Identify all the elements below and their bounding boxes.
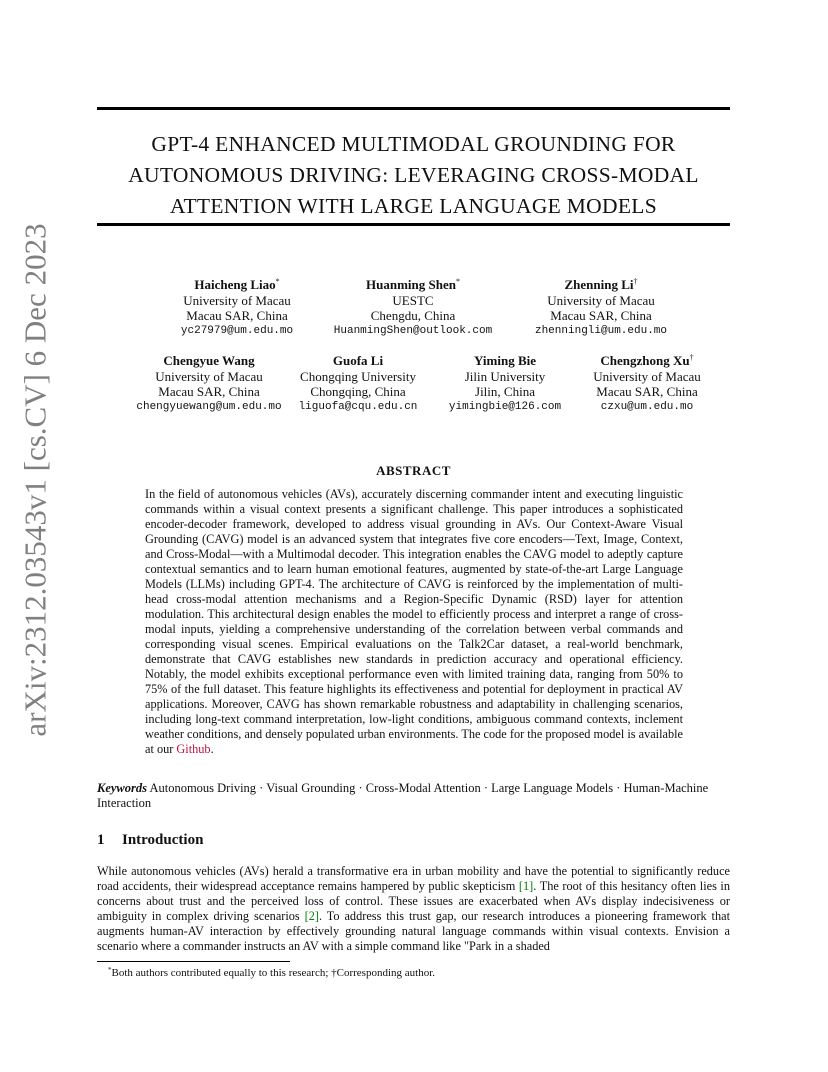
keywords-label: Keywords (97, 781, 147, 795)
intro-paragraph (97, 864, 730, 954)
intro-text-2: . The root of this hesitancy often lies in concerns about trust and the perceived loss of control. These issues are exacerbated when AVs display indecisiveness or ambiguity in complex driving scenarios (97, 879, 730, 923)
arxiv-sidebar-stamp (16, 223, 56, 737)
author-block (440, 350, 570, 415)
author-location: Jilin, China (475, 384, 535, 399)
author-email[interactable]: yc27979@um.edu.mo (180, 324, 294, 337)
author-affiliation: UESTC (392, 292, 434, 308)
author-name: Guofa Li (332, 353, 384, 368)
author-location: Macau SAR, China (158, 384, 260, 399)
footnote-rule (97, 961, 290, 962)
author-email[interactable]: HuanmingShen@outlook.com (333, 324, 493, 337)
author-location: Macau SAR, China (596, 384, 698, 399)
author-email[interactable]: chengyuewang@um.edu.mo (136, 400, 282, 413)
section-title: Introduction (122, 832, 204, 848)
title-rule-bottom (97, 223, 730, 226)
author-email[interactable]: zhenningli@um.edu.mo (534, 324, 668, 337)
github-link[interactable]: Github (176, 742, 211, 756)
author-email[interactable]: yimingbie@126.com (448, 400, 562, 413)
author-location: Chongqing, China (310, 384, 406, 399)
title-rule-top (97, 107, 730, 110)
author-block (152, 274, 322, 339)
title-line-2: AUTONOMOUS DRIVING: LEVERAGING CROSS-MODAL (128, 163, 699, 187)
footnote-mark: * (108, 966, 112, 974)
author-affiliation: University of Macau (547, 292, 655, 308)
intro-text-3: . To address this trust gap, our research introduces a pioneering framework that augments human-AV interaction by effectively grounding natural language commands within visual contexts. Envision a scenario where a commander instructs an AV with a simple command like "Park in a shaded (97, 909, 730, 953)
author-affiliation: University of Macau (155, 368, 263, 384)
author-email[interactable]: liguofa@cqu.edu.cn (298, 400, 418, 413)
author-affiliation: University of Macau (183, 292, 291, 308)
author-name: Huanming Shen* (366, 277, 460, 292)
author-email[interactable]: czxu@um.edu.mo (600, 400, 694, 413)
abstract-end: . (210, 742, 214, 756)
author-location: Macau SAR, China (186, 308, 288, 323)
footnote (108, 964, 435, 980)
author-name: Chengzhong Xu† (600, 353, 694, 368)
paper-title (97, 129, 730, 222)
author-affiliation: Jilin University (464, 368, 546, 384)
author-block (318, 274, 508, 339)
citation-link[interactable]: [2] (304, 909, 319, 923)
author-affiliation: Chongqing University (300, 368, 416, 384)
section-number: 1 (97, 832, 105, 848)
author-name: Yiming Bie (474, 353, 536, 368)
author-name: Zhenning Li† (564, 277, 638, 292)
title-line-1: GPT-4 ENHANCED MULTIMODAL GROUNDING FOR (151, 132, 676, 156)
author-block (114, 350, 304, 415)
keywords-text: Autonomous Driving · Visual Grounding · Cross-Modal Attention · Large Language Models · Human-Machine Interaction (97, 781, 709, 810)
abstract-body (145, 487, 683, 757)
intro-text-1: While autonomous vehicles (AVs) herald a transformative era in urban mobility and have the potential to significantly reduce road accidents, their widespread acceptance remains hampered by public skepticism (97, 864, 730, 893)
section-heading (97, 832, 203, 849)
title-line-3: ATTENTION WITH LARGE LANGUAGE MODELS (170, 194, 657, 218)
author-block (506, 274, 696, 339)
author-location: Chengdu, China (370, 308, 456, 323)
citation-link[interactable]: [1] (518, 879, 534, 893)
author-name: Chengyue Wang (163, 353, 255, 368)
author-affiliation: University of Macau (593, 368, 701, 384)
abstract-text: In the field of autonomous vehicles (AVs), accurately discerning commander intent and executing linguistic commands within a visual context presents a significant challenge. This paper introduces a sophisticated encoder-decoder framework, developed to address visual grounding in AVs. Our Context-Aware Visual Grounding (CAVG) model is an advanced system that integrates five core encoders—Text, Image, Context, and Cross-Modal—with a Multimodal decoder. This integration enables the CAVG model to adeptly capture contextual semantics and to learn human emotional features, augmented by state-of-the-art Large Language Models (LLMs) including GPT-4. The architecture of CAVG is reinforced by the implementation of multi-head cross-modal attention mechanisms and a Region-Specific Dynamic (RSD) layer for attention modulation. This architectural design enables the model to efficiently process and interpret a range of cross-modal inputs, yielding a comprehensive understanding of the correlation between verbal commands and corresponding visual scenes. Empirical evaluations on the Talk2Car dataset, a real-world benchmark, demonstrate that CAVG establishes new standards in prediction accuracy and operational efficiency. Notably, the model exhibits exceptional performance even with limited training data, ranging from 50% to 75% of the full dataset. This feature highlights its effectiveness and potential for deployment in practical AV applications. Moreover, CAVG has shown remarkable robustness and adaptability in challenging scenarios, including long-text command interpretation, low-light conditions, ambiguous command contexts, inclement weather conditions, and densely populated urban environments. The code for the proposed model is available at our (145, 487, 683, 756)
author-name: Haicheng Liao* (194, 277, 280, 292)
keywords (97, 781, 730, 811)
arxiv-id: arXiv:2312.03543v1 [cs.CV] 6 Dec 2023 (18, 223, 54, 737)
author-block (288, 350, 428, 415)
abstract-heading: ABSTRACT (376, 463, 451, 478)
author-location: Macau SAR, China (550, 308, 652, 323)
footnote-text: Both authors contributed equally to this research; †Corresponding author. (111, 967, 436, 979)
author-block (582, 350, 712, 415)
